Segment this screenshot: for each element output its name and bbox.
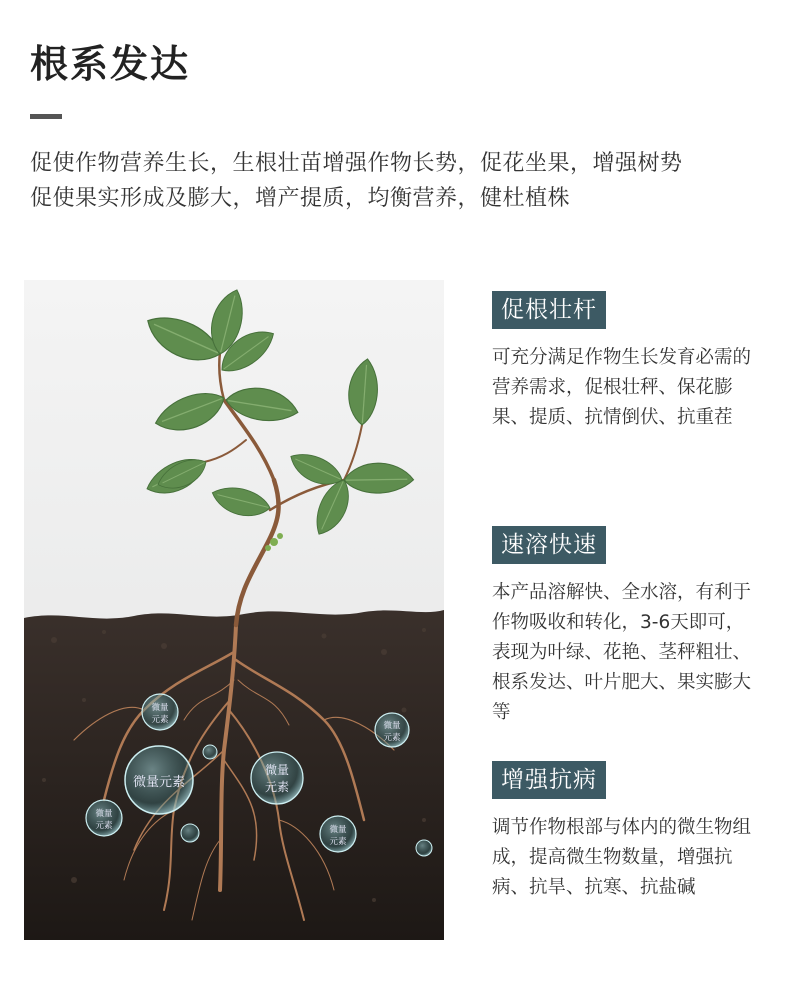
bubble-medium-label-top: 微量 xyxy=(264,763,290,777)
bubble-large xyxy=(125,746,193,814)
plant-roots-image xyxy=(24,280,444,940)
bubble-small-4 xyxy=(320,816,356,852)
bubble-large-label: 微量元素 xyxy=(132,775,186,790)
bubble-small-3-bottom: 元素 xyxy=(383,733,401,743)
feature-root-strengthening xyxy=(492,291,762,433)
bubble-medium-label-bottom: 元素 xyxy=(264,780,290,794)
bubble-small-3 xyxy=(375,713,409,747)
bubble-small-2 xyxy=(86,800,122,836)
feature-disease-resistance xyxy=(492,761,762,903)
intro-line-1: 促使作物营养生长，生根壮苗增强作物长势，促花坐果，增强树势 xyxy=(30,151,683,176)
title-underline xyxy=(30,114,62,119)
feature-description: 可充分满足作物生长发育必需的营养需求，促根壮秤、保花膨果、提质、抗情倒伏、抗重茬 xyxy=(492,347,752,428)
feature-fast-dissolving xyxy=(492,526,762,728)
bubble-small-1-bottom: 元素 xyxy=(151,715,169,725)
bubble-small-3-top: 微量 xyxy=(383,721,401,731)
feature-title-badge: 增强抗病 xyxy=(492,761,606,799)
bubble-small-2-top: 微量 xyxy=(95,809,113,819)
intro-text xyxy=(30,146,770,216)
page-title: 根系发达 xyxy=(30,42,191,86)
feature-title-badge: 速溶快速 xyxy=(492,526,606,564)
bubble-small-4-bottom: 元素 xyxy=(329,837,347,847)
feature-title-badge: 促根壮杆 xyxy=(492,291,606,329)
bubble-small-4-top: 微量 xyxy=(329,825,347,835)
bubble-small-2-bottom: 元素 xyxy=(95,821,113,831)
intro-line-2: 促使果实形成及膨大，增产提质，均衡营养，健杜植株 xyxy=(30,186,571,211)
bubble-small-1-top: 微量 xyxy=(151,703,169,713)
bubble-medium xyxy=(251,752,303,804)
feature-description: 调节作物根部与体内的微生物组成，提高微生物数量，增强抗病、抗旱、抗寒、抗盐碱 xyxy=(492,817,752,898)
bubble-small-1 xyxy=(142,694,178,730)
feature-description: 本产品溶解快、全水溶，有利于作物吸收和转化，3-6天即可，表现为叶绿、花艳、茎秤粗壮、根系发达、叶片肥大、果实膨大等 xyxy=(492,582,752,723)
